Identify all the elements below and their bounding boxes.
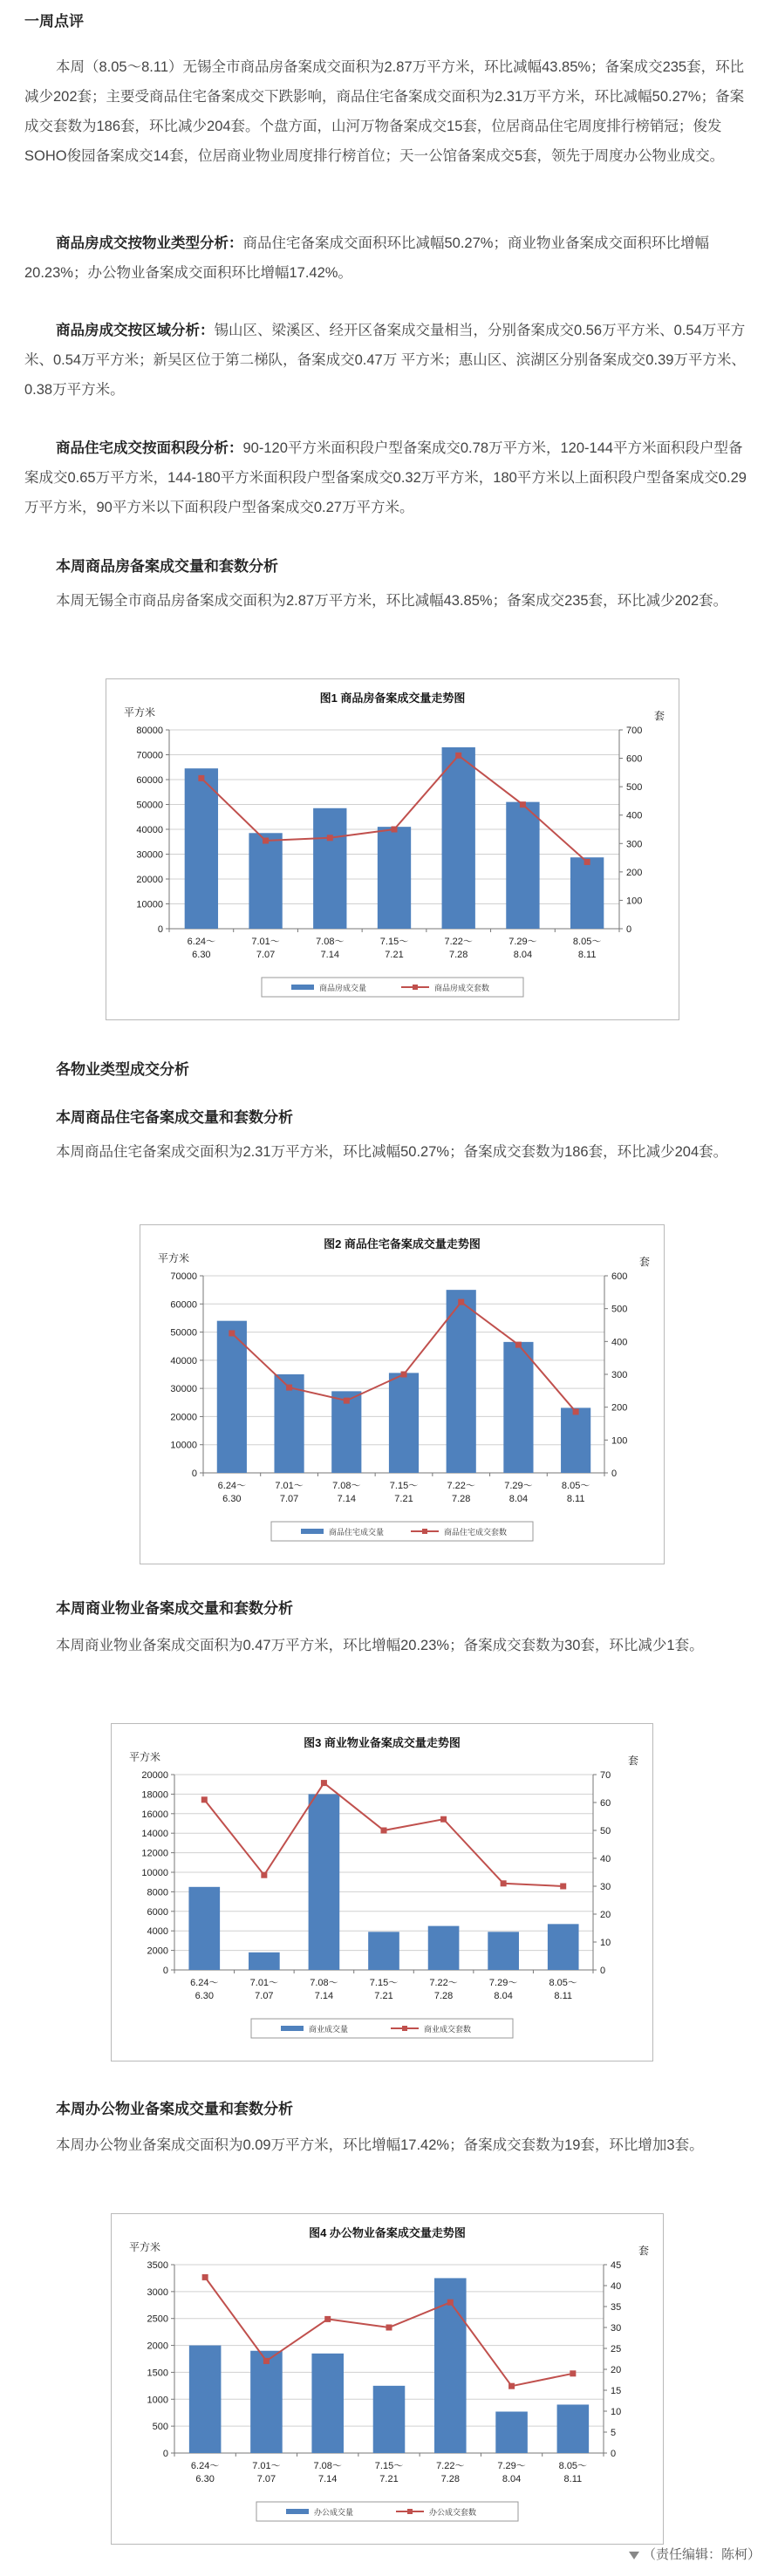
x-tick-label: 6.24～: [187, 937, 216, 947]
x-tick-label: 7.29～: [508, 937, 537, 947]
x-tick-label: 8.11: [563, 2474, 583, 2484]
y2-axis-label: 套: [639, 1256, 651, 1268]
y-tick-label: 6000: [147, 1906, 168, 1918]
y-tick-label: 12000: [141, 1848, 168, 1859]
line-point: [515, 1342, 522, 1348]
line-point: [263, 838, 269, 844]
y-axis-label: 平方米: [158, 1252, 190, 1264]
x-tick-label: 7.07: [255, 1991, 274, 2001]
y-tick-label: 1000: [147, 2395, 168, 2406]
line-point: [202, 2274, 208, 2280]
y-tick-label: 10000: [141, 1868, 168, 1878]
chart-1-svg: [106, 679, 679, 1019]
y-tick-label: 40000: [170, 1355, 197, 1366]
x-tick-label: 7.21: [394, 1494, 413, 1504]
legend-bar-swatch: [281, 2026, 304, 2031]
y2-tick-label: 10: [611, 2407, 622, 2417]
x-tick-label: 8.11: [566, 1494, 585, 1504]
bar: [373, 2386, 406, 2453]
series-line: [204, 1783, 563, 1886]
bar: [506, 802, 539, 929]
section-heading-property-types: 各物业类型成交分析: [56, 1061, 189, 1078]
line-point: [286, 1385, 292, 1391]
legend-line-label: 商品房成交套数: [434, 984, 490, 992]
line-point: [447, 2300, 454, 2306]
area-segment-text: 90-120平方米面积段户型备案成交0.78万平方米，120-144平方米面积段户型备案成交0.65万平方米，144-180平方米面积段户型备案成交0.32万平方米，180平方米以上面积段户型备案成交0.29万平方米，90平方米以下面积段户型备案成交0.27万平方米。: [24, 440, 747, 515]
chart-title: 图1 商品房备案成交量走势图: [319, 692, 466, 705]
legend-line-label: 办公成交套数: [429, 2508, 477, 2517]
y-tick-label: 0: [191, 1469, 197, 1479]
y2-axis-label: 套: [638, 2245, 650, 2257]
x-tick-label: 7.28: [440, 2474, 460, 2484]
x-tick-label: 7.22～: [444, 937, 473, 947]
y2-tick-label: 40: [611, 2281, 622, 2292]
y-tick-label: 30000: [170, 1384, 197, 1395]
x-tick-label: 7.15～: [389, 1481, 419, 1491]
x-tick-label: 7.01～: [249, 1978, 279, 1988]
legend-line-label: 商业成交套数: [424, 2025, 472, 2034]
y2-tick-label: 20: [600, 1910, 611, 1920]
editor-text: （责任编辑：陈柯）: [642, 2547, 761, 2562]
line-point: [263, 2358, 270, 2364]
y-axis-label: 平方米: [129, 1751, 161, 1763]
line-point: [501, 1880, 507, 1886]
y-tick-label: 2000: [147, 1946, 168, 1957]
x-tick-label: 7.01～: [251, 937, 280, 947]
y2-axis-label: 套: [654, 710, 665, 722]
y2-tick-label: 0: [626, 924, 632, 935]
x-tick-label: 7.29～: [504, 1481, 533, 1491]
editor-credit: [629, 2545, 761, 2563]
legend-line-marker: [407, 2509, 413, 2514]
line-point: [458, 1299, 464, 1305]
chart-2: [140, 1224, 665, 1564]
y2-tick-label: 0: [611, 1469, 618, 1479]
x-tick-label: 8.11: [577, 950, 597, 960]
x-tick-label: 6.30: [192, 950, 211, 960]
y2-tick-label: 300: [626, 839, 643, 850]
section-title-weekly-review: 一周点评: [24, 13, 84, 30]
y-tick-label: 4000: [147, 1926, 168, 1938]
chart-4-svg: [112, 2214, 663, 2544]
x-tick-label: 7.14: [320, 950, 339, 960]
x-tick-label: 7.08～: [310, 1978, 338, 1988]
y2-tick-label: 600: [611, 1271, 628, 1282]
y2-tick-label: 600: [626, 753, 643, 765]
x-tick-label: 7.07: [256, 2474, 276, 2484]
y-tick-label: 80000: [136, 726, 163, 736]
review-paragraph: 本周（8.05～8.11）无锡全市商品房备案成交面积为2.87万平方米，环比减幅43.85%；备案成交235套，环比减少202套；主要受商品住宅备案成交下跌影响，商品住宅备案成交面积为2.31万平方米，环比减幅50.27%；备案成交套数为186套，环比减少204套。个盘方面，山河万物备案成交15套，位居商品住宅周度排行榜销冠；俊发SOHO俊园备案成交14套，位居商业物业周度排行榜首位；天一公馆备案成交5套，领先于周度办公物业成交。: [24, 59, 745, 164]
y2-tick-label: 700: [626, 726, 643, 736]
x-tick-label: 7.29～: [497, 2461, 526, 2471]
y2-tick-label: 200: [611, 1402, 628, 1414]
chart-3-svg: [112, 1724, 652, 2061]
section-text-commercial: 本周商业物业备案成交面积为0.47万平方米，环比增幅20.23%；备案成交套数为30套，环比减少1套。: [56, 1638, 704, 1653]
x-tick-label: 8.05～: [572, 937, 602, 947]
x-tick-label: 7.15～: [379, 937, 409, 947]
y-tick-label: 500: [152, 2422, 168, 2433]
x-tick-label: 7.07: [256, 950, 276, 960]
section-text-residential: 本周商品住宅备案成交面积为2.31万平方米，环比减幅50.27%；备案成交套数为186套，环比减少204套。: [56, 1144, 728, 1160]
line-point: [573, 1408, 579, 1414]
section-heading-office: 本周办公物业备案成交量和套数分析: [56, 2101, 293, 2117]
x-tick-label: 7.14: [318, 2474, 338, 2484]
x-tick-label: 7.01～: [275, 1481, 304, 1491]
line-point: [201, 1796, 208, 1803]
y-axis-label: 平方米: [124, 706, 156, 719]
y2-tick-label: 30: [611, 2323, 622, 2334]
bar: [378, 827, 411, 929]
line-point: [321, 1780, 327, 1786]
x-tick-label: 7.22～: [436, 2461, 465, 2471]
y2-tick-label: 200: [626, 867, 643, 878]
y-tick-label: 70000: [136, 750, 163, 761]
x-tick-label: 8.04: [513, 950, 533, 960]
area-segment-label: 商品住宅成交按面积段分析：: [56, 440, 243, 456]
chart-title: 图3 商业物业备案成交量走势图: [304, 1736, 461, 1749]
x-tick-label: 7.21: [379, 2474, 399, 2484]
x-tick-label: 6.24～: [217, 1481, 247, 1491]
bar: [309, 1794, 340, 1970]
y2-tick-label: 30: [600, 1882, 611, 1892]
bar: [389, 1373, 419, 1473]
line-point: [381, 1828, 387, 1834]
x-tick-label: 7.28: [449, 950, 468, 960]
bar: [442, 747, 475, 929]
chart-title: 图2 商品住宅备案成交量走势图: [324, 1237, 481, 1251]
y2-tick-label: 40: [600, 1854, 611, 1864]
legend-bar-swatch: [291, 985, 314, 990]
x-tick-label: 6.24～: [190, 2461, 220, 2471]
line-point: [261, 1872, 267, 1878]
y2-tick-label: 70: [600, 1770, 611, 1781]
bar: [503, 1342, 533, 1473]
section-heading-commercial-housing: 本周商品房备案成交量和套数分析: [56, 558, 278, 575]
chart-title: 图4 办公物业备案成交量走势图: [309, 2226, 466, 2239]
bar: [250, 2351, 283, 2453]
y2-tick-label: 300: [611, 1370, 628, 1380]
bar: [311, 2354, 344, 2453]
x-tick-label: 7.14: [337, 1494, 356, 1504]
y-tick-label: 70000: [170, 1271, 197, 1282]
chart-1: [106, 678, 679, 1020]
y2-tick-label: 100: [626, 896, 643, 907]
line-point: [440, 1816, 447, 1823]
bar: [189, 2346, 222, 2453]
line-point: [229, 1330, 235, 1336]
legend-bar-label: 办公成交量: [314, 2508, 354, 2517]
chart-2-svg: [140, 1225, 664, 1564]
y2-tick-label: 20: [611, 2365, 622, 2375]
legend-bar-swatch: [301, 1529, 324, 1534]
line-point: [198, 775, 204, 781]
section-heading-residential: 本周商品住宅备案成交量和套数分析: [56, 1109, 293, 1126]
y2-tick-label: 100: [611, 1435, 628, 1447]
y2-tick-label: 400: [611, 1337, 628, 1348]
x-tick-label: 8.11: [554, 1991, 573, 2001]
y-tick-label: 8000: [147, 1887, 168, 1898]
y-tick-label: 2500: [147, 2314, 168, 2325]
legend-line-marker: [402, 2026, 407, 2031]
x-tick-label: 8.05～: [558, 2461, 588, 2471]
x-tick-label: 6.24～: [190, 1978, 219, 1988]
district-text: 锡山区、梁溪区、经开区备案成交量相当，分别备案成交0.56万平方米、0.54万平方米、0.54万平方米；新吴区位于第二梯队，备案成交0.47万 平方米；惠山区、滨湖区分别备案成交0.39万平方米、0.38万平方米。: [24, 323, 746, 398]
x-tick-label: 7.14: [314, 1991, 334, 2001]
legend-line-marker: [422, 1529, 427, 1534]
y2-tick-label: 60: [600, 1798, 611, 1809]
legend-bar-label: 商业成交量: [309, 2025, 349, 2034]
bar: [249, 833, 282, 929]
legend-bar-label: 商品房成交量: [319, 984, 367, 992]
x-tick-label: 7.01～: [252, 2461, 281, 2471]
bar: [557, 2404, 590, 2453]
y2-tick-label: 50: [600, 1826, 611, 1837]
line-point: [392, 827, 398, 833]
x-tick-label: 6.30: [195, 2474, 215, 2484]
y-tick-label: 50000: [136, 800, 163, 811]
y2-tick-label: 0: [600, 1966, 606, 1976]
property-type-label: 商品房成交按物业类型分析：: [56, 235, 243, 251]
x-tick-label: 7.15～: [374, 2461, 404, 2471]
area-segment-analysis: [24, 433, 754, 522]
x-tick-label: 7.29～: [488, 1978, 518, 1988]
x-tick-label: 8.05～: [549, 1978, 577, 1988]
y-tick-label: 20000: [136, 875, 163, 885]
triangle-icon: [629, 2552, 639, 2559]
bar: [313, 808, 346, 929]
line-point: [560, 1884, 566, 1890]
legend-bar-swatch: [286, 2509, 309, 2514]
property-type-analysis: [24, 228, 754, 288]
x-tick-label: 8.04: [502, 2474, 522, 2484]
line-point: [401, 1372, 407, 1378]
line-point: [455, 753, 461, 759]
bar: [447, 1290, 476, 1473]
bar: [570, 857, 604, 929]
y-tick-label: 2000: [147, 2341, 168, 2352]
y-tick-label: 30000: [136, 849, 163, 861]
y-tick-label: 18000: [141, 1789, 168, 1801]
district-label: 商品房成交按区域分析：: [56, 323, 215, 338]
y-tick-label: 60000: [170, 1299, 197, 1311]
x-tick-label: 6.30: [194, 1991, 214, 2001]
legend-line-label: 商品住宅成交套数: [444, 1528, 508, 1537]
y2-tick-label: 400: [626, 810, 643, 821]
x-tick-label: 7.07: [279, 1494, 299, 1504]
bar: [495, 2411, 528, 2453]
line-point: [327, 835, 333, 841]
line-point: [584, 859, 590, 865]
y-tick-label: 40000: [136, 825, 163, 835]
x-tick-label: 7.08～: [313, 2461, 342, 2471]
y-tick-label: 20000: [170, 1412, 197, 1423]
y-tick-label: 0: [157, 924, 163, 935]
property-type-text: 商品住宅备案成交面积环比减幅50.27%；商业物业备案成交面积环比增幅20.23%；办公物业备案成交面积环比增幅17.42%。: [24, 235, 709, 281]
y2-tick-label: 35: [611, 2302, 622, 2313]
chart-4: [111, 2213, 664, 2545]
x-tick-label: 8.04: [508, 1494, 529, 1504]
bar: [428, 1926, 460, 1970]
x-tick-label: 7.21: [385, 950, 404, 960]
district-analysis: [24, 316, 754, 405]
y-tick-label: 1500: [147, 2368, 168, 2379]
bar: [368, 1932, 399, 1970]
x-tick-label: 7.22～: [447, 1481, 475, 1491]
y-axis-label: 平方米: [129, 2241, 161, 2253]
line-point: [508, 2383, 515, 2389]
section-heading-commercial: 本周商业物业备案成交量和套数分析: [56, 1600, 293, 1617]
x-tick-label: 6.30: [222, 1494, 242, 1504]
section-text-commercial-housing: 本周无锡全市商品房备案成交面积为2.87万平方米，环比减幅43.85%；备案成交235套，环比减少202套。: [56, 593, 728, 609]
y-tick-label: 3000: [147, 2286, 168, 2298]
bar: [249, 1952, 280, 1970]
bar: [188, 1887, 220, 1970]
y-tick-label: 10000: [136, 899, 163, 910]
x-tick-label: 8.04: [494, 1991, 513, 2001]
y-tick-label: 16000: [141, 1809, 168, 1820]
line-point: [324, 2316, 331, 2322]
y2-tick-label: 0: [611, 2449, 617, 2459]
x-tick-label: 8.05～: [561, 1481, 590, 1491]
y2-tick-label: 15: [611, 2386, 622, 2396]
x-tick-label: 7.28: [433, 1991, 454, 2001]
legend-bar-label: 商品住宅成交量: [329, 1528, 385, 1537]
y2-tick-label: 500: [611, 1304, 628, 1315]
legend-line-marker: [413, 985, 418, 990]
x-tick-label: 7.28: [452, 1494, 471, 1504]
x-tick-label: 7.21: [374, 1991, 393, 2001]
y2-tick-label: 25: [611, 2344, 622, 2355]
x-tick-label: 7.15～: [369, 1978, 399, 1988]
y2-tick-label: 45: [611, 2260, 622, 2271]
y2-axis-label: 套: [628, 1755, 639, 1767]
x-tick-label: 7.08～: [316, 937, 345, 947]
y-tick-label: 60000: [136, 775, 163, 786]
y2-tick-label: 10: [600, 1938, 611, 1948]
y-tick-label: 3500: [147, 2260, 168, 2271]
line-point: [344, 1398, 350, 1404]
chart-3: [111, 1723, 653, 2061]
section-text-office: 本周办公物业备案成交面积为0.09万平方米，环比增幅17.42%；备案成交套数为19套，环比增加3套。: [56, 2137, 704, 2153]
line-point: [570, 2370, 576, 2376]
y-tick-label: 20000: [141, 1770, 168, 1781]
line-point: [386, 2325, 392, 2331]
x-tick-label: 7.22～: [429, 1978, 458, 1988]
y-tick-label: 0: [162, 1966, 168, 1976]
y-tick-label: 10000: [170, 1440, 197, 1451]
bar: [561, 1407, 590, 1473]
bar: [488, 1932, 519, 1970]
y-tick-label: 50000: [170, 1327, 197, 1339]
bar: [185, 768, 218, 929]
y2-tick-label: 500: [626, 782, 643, 794]
y2-tick-label: 5: [611, 2428, 617, 2438]
x-tick-label: 7.08～: [332, 1481, 361, 1491]
y-tick-label: 0: [162, 2449, 168, 2459]
y-tick-label: 14000: [141, 1829, 168, 1840]
line-point: [520, 801, 526, 808]
bar: [548, 1924, 579, 1970]
